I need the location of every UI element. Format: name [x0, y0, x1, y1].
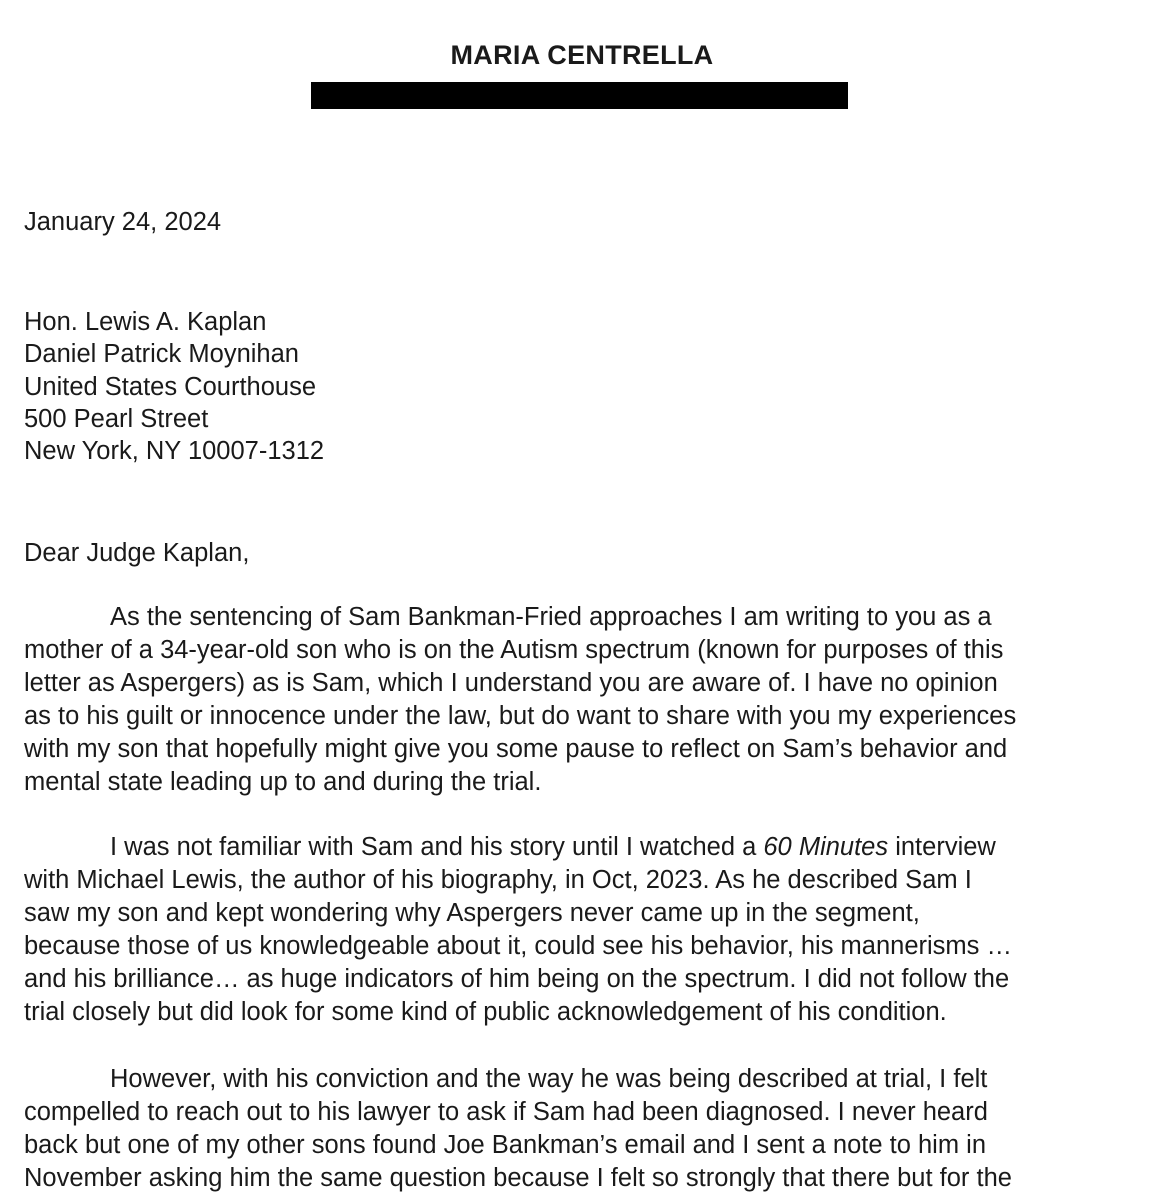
paragraph-line: However, with his conviction and the way he was being described at trial, I felt [110, 1065, 988, 1093]
paragraph-line: As the sentencing of Sam Bankman-Fried approaches I am writing to you as a [110, 603, 992, 631]
paragraph-line: saw my son and kept wondering why Aspergers never came up in the segment, [24, 899, 920, 927]
address-line: Daniel Patrick Moynihan [24, 340, 299, 369]
paragraph-text: I was not familiar with Sam and his story until I watched a [110, 833, 764, 861]
body-paragraph-3 [24, 1063, 1144, 1195]
salutation: Dear Judge Kaplan, [24, 539, 250, 567]
paragraph-line: trial closely but did look for some kind of public acknowledgement of his condition. [24, 998, 947, 1026]
redaction-bar [311, 82, 848, 109]
address-line: New York, NY 10007-1312 [24, 437, 325, 466]
paragraph-line: with Michael Lewis, the author of his biography, in Oct, 2023. As he described Sam I [24, 866, 972, 894]
paragraph-line: and his brilliance… as huge indicators of him being on the spectrum. I did not follow the [24, 965, 1010, 993]
letterhead-name: MARIA CENTRELLA [450, 40, 714, 70]
letter-date: January 24, 2024 [24, 208, 222, 236]
program-title: 60 Minutes [763, 833, 889, 861]
paragraph-line: mental state leading up to and during the trial. [24, 768, 542, 796]
paragraph-line [24, 831, 1144, 864]
paragraph-line: as to his guilt or innocence under the law, but do want to share with you my experiences [24, 702, 1017, 730]
paragraph-line: November asking him the same question because I felt so strongly that there but for the [24, 1164, 1012, 1192]
paragraph-line: back but one of my other sons found Joe Bankman’s email and I sent a note to him in [24, 1131, 987, 1159]
recipient-address [24, 306, 324, 467]
body-paragraph-2 [24, 831, 1144, 1029]
body-paragraph-1 [24, 601, 1144, 799]
paragraph-text: interview [888, 833, 996, 861]
paragraph-line: with my son that hopefully might give you some pause to reflect on Sam’s behavior and [24, 735, 1008, 763]
paragraph-line: because those of us knowledgeable about it, could see his behavior, his mannerisms … [24, 932, 1013, 960]
address-line: 500 Pearl Street [24, 404, 209, 433]
address-line: Hon. Lewis A. Kaplan [24, 308, 267, 336]
paragraph-line: compelled to reach out to his lawyer to ask if Sam had been diagnosed. I never heard [24, 1098, 988, 1126]
address-line: United States Courthouse [24, 372, 317, 401]
paragraph-line: letter as Aspergers) as is Sam, which I understand you are aware of. I have no opinion [24, 669, 998, 697]
paragraph-line: mother of a 34-year-old son who is on the Autism spectrum (known for purposes of this [24, 636, 1004, 664]
